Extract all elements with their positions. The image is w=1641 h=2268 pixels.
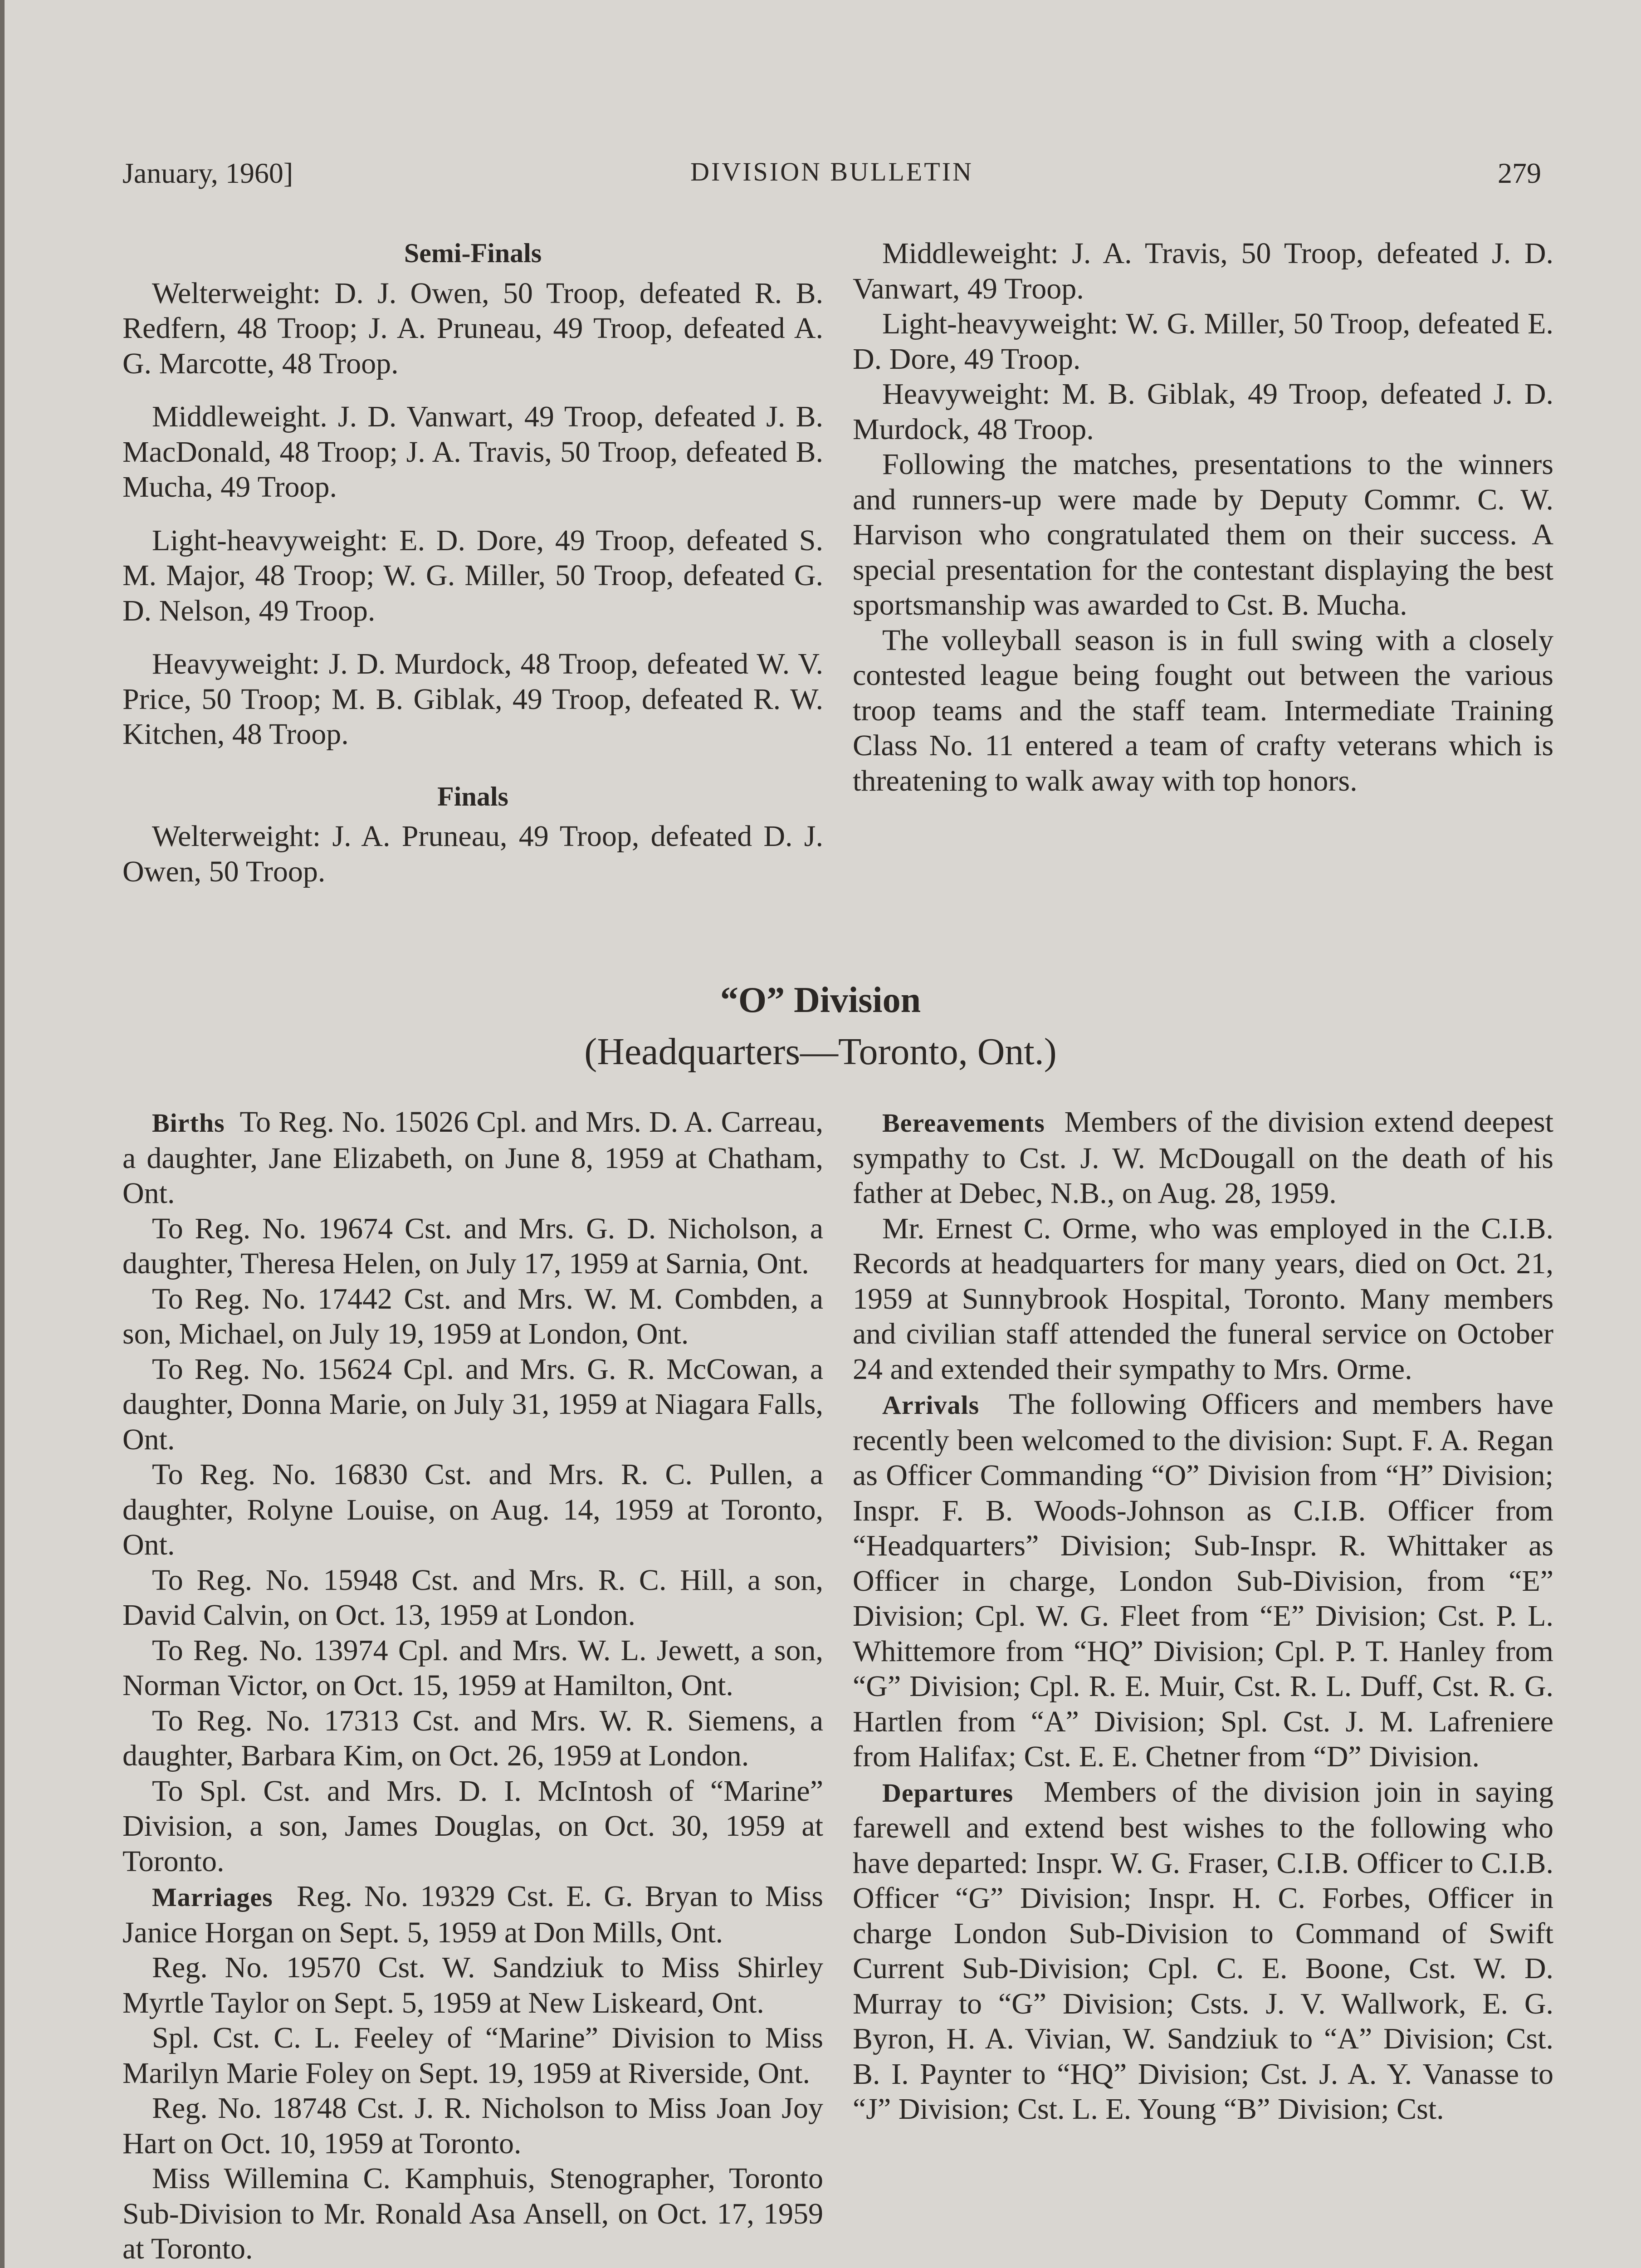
departures-text: Members of the division join in saying farewell and extend best wishes to the following who have departed: Inspr. W. G. Fraser, C.I.B. Officer to C.I.B. Officer “G” Division; Inspr. H. C. Forbes, Officer in charge London Sub-Division to Command of Swift Current Sub-Division; Cpl. C. E. Boone, Cst. W. D. Murray to “G” Division; Csts. J. V. Wallwork, E. G. Byron, H. A. Vivian, W. Sandziuk to “A” Division; Cst. B. I. Paynter to “HQ” Division; Cst. J. A. Y. Vanasse to “J” Division; Cst. L. E. Young “B” Division; Cst. [853, 1775, 1553, 2126]
paragraph: Welterweight: D. J. Owen, 50 Troop, defeated R. B. Redfern, 48 Troop; J. A. Pruneau, 49 Troop, defeated A. G. Marcotte, 48 Troop. [122, 276, 823, 380]
bereavements-paragraph [853, 1105, 1553, 1211]
bereavements-text: Members of the division extend deepest sympathy to Cst. J. W. McDougall on the death of his father at Debec, N.B., on Aug. 28, 1959. [853, 1105, 1554, 1210]
paragraph: Middleweight: J. A. Travis, 50 Troop, defeated J. D. Vanwart, 49 Troop. [853, 237, 1553, 305]
paragraph: Heavyweight: J. D. Murdock, 48 Troop, defeated W. V. Price, 50 Troop; M. B. Giblak, 49 Troop, defeated R. W. Kitchen, 48 Troop. [122, 647, 823, 751]
column-bottom-left [122, 1105, 823, 2267]
marriages-paragraph [122, 1879, 823, 1950]
paragraph: Miss Willemina C. Kamphuis, Stenographer, Toronto Sub-Division to Mr. Ronald Asa Ansell, on Oct. 17, 1959 at Toronto. [122, 2162, 823, 2265]
paragraph: Middleweight. J. D. Vanwart, 49 Troop, defeated J. B. MacDonald, 48 Troop; J. A. Travis, 50 Troop, defeated B. Mucha, 49 Troop. [122, 400, 823, 503]
division-subtitle: (Headquarters—Toronto, Ont.) [584, 1031, 1057, 1073]
marriages-text: Reg. No. 19329 Cst. E. G. Bryan to Miss Janice Horgan on Sept. 5, 1959 at Don Mills, Ont. [122, 1880, 823, 1949]
births-lead: Births [152, 1108, 225, 1138]
page-header [122, 156, 1541, 193]
paragraph: Light-heavyweight: W. G. Miller, 50 Troop, defeated E. D. Dore, 49 Troop. [853, 307, 1553, 376]
paragraph: Following the matches, presentations to the winners and runners-up were made by Deputy Commr. C. W. Harvison who congratulated them on their success. A special presentation for the contestant displaying the best sportsmanship was awarded to Cst. B. Mucha. [853, 448, 1553, 621]
column-top-left [122, 236, 823, 889]
finals-heading: Finals [437, 781, 508, 811]
bereavements-lead: Bereavements [882, 1108, 1045, 1138]
departures-lead: Departures [882, 1778, 1014, 1808]
paragraph: To Reg. No. 15624 Cpl. and Mrs. G. R. McCowan, a daughter, Donna Marie, on July 31, 1959 at Niagara Falls, Ont. [122, 1352, 823, 1456]
paragraph: To Spl. Cst. and Mrs. D. I. McIntosh of “Marine” Division, a son, James Douglas, on Oct. 30, 1959 at Toronto. [122, 1774, 823, 1878]
column-top-right [853, 236, 1553, 798]
paragraph: Heavyweight: M. B. Giblak, 49 Troop, defeated J. D. Murdock, 48 Troop. [853, 377, 1553, 446]
paragraph: Welterweight: J. A. Pruneau, 49 Troop, defeated D. J. Owen, 50 Troop. [122, 820, 823, 888]
births-text: To Reg. No. 15026 Cpl. and Mrs. D. A. Carreau, a daughter, Jane Elizabeth, on June 8, 1959 at Chatham, Ont. [122, 1105, 823, 1210]
header-date: January, 1960] [122, 157, 293, 189]
paragraph: Light-heavyweight: E. D. Dore, 49 Troop, defeated S. M. Major, 48 Troop; W. G. Miller, 50 Troop, defeated G. D. Nelson, 49 Troop. [122, 523, 823, 627]
paragraph: To Reg. No. 15948 Cst. and Mrs. R. C. Hill, a son, David Calvin, on Oct. 13, 1959 at London. [122, 1563, 823, 1632]
departures-paragraph [853, 1774, 1553, 2127]
header-title: DIVISION BULLETIN [690, 157, 973, 186]
paragraph: Mr. Ernest C. Orme, who was employed in the C.I.B. Records at headquarters for many years, died on Oct. 21, 1959 at Sunnybrook Hospital, Toronto. Many members and civilian staff attended the funeral service on October 24 and extended their sympathy to Mrs. Orme. [853, 1212, 1553, 1386]
column-bottom-right [853, 1105, 1553, 2127]
paragraph: To Reg. No. 17442 Cst. and Mrs. W. M. Combden, a son, Michael, on July 19, 1959 at London, Ont. [122, 1282, 823, 1350]
marriages-lead: Marriages [152, 1882, 273, 1912]
paragraph: Reg. No. 18748 Cst. J. R. Nicholson to Miss Joan Joy Hart on Oct. 10, 1959 at Toronto. [122, 2092, 823, 2160]
paragraph: To Reg. No. 13974 Cpl. and Mrs. W. L. Jewett, a son, Norman Victor, on Oct. 15, 1959 at Hamilton, Ont. [122, 1633, 823, 1702]
paragraph: To Reg. No. 17313 Cst. and Mrs. W. R. Siemens, a daughter, Barbara Kim, on Oct. 26, 1959 at London. [122, 1704, 823, 1772]
paragraph: To Reg. No. 16830 Cst. and Mrs. R. C. Pullen, a daughter, Rolyne Louise, on Aug. 14, 1959 at Toronto, Ont. [122, 1458, 823, 1561]
paragraph: To Reg. No. 19674 Cst. and Mrs. G. D. Nicholson, a daughter, Theresa Helen, on July 17, 1959 at Sarnia, Ont. [122, 1212, 823, 1280]
page-edge [0, 0, 5, 2268]
page-number: 279 [1498, 157, 1541, 189]
arrivals-text: The following Officers and members have recently been welcomed to the division: Supt. F. A. Regan as Officer Commanding “O” Division from “H” Division; Inspr. F. B. Woods-Johnson as C.I.B. Officer from “Headquarters” Division; Sub-Inspr. R. Whittaker as Officer in charge, London Sub-Division, from “E” Division; Cpl. W. G. Fleet from “E” Division; Cst. P. L. Whittemore from “HQ” Division; Cpl. P. T. Hanley from “G” Division; Cpl. R. E. Muir, Cst. R. L. Duff, Cst. R. G. Hartlen from “A” Division; Spl. Cst. J. M. Lafreniere from Halifax; Cst. E. E. Chetner from “D” Division. [853, 1388, 1553, 1773]
arrivals-lead: Arrivals [882, 1390, 980, 1420]
paragraph: Reg. No. 19570 Cst. W. Sandziuk to Miss Shirley Myrtle Taylor on Sept. 5, 1959 at New Liskeard, Ont. [122, 1951, 823, 2019]
paragraph: The volleyball season is in full swing with a closely contested league being fought out between the various troop teams and the staff team. Intermediate Training Class No. 11 entered a team of crafty veterans which is threatening to walk away with top honors. [853, 623, 1553, 797]
paragraph: Spl. Cst. C. L. Feeley of “Marine” Division to Miss Marilyn Marie Foley on Sept. 19, 1959 at Riverside, Ont. [122, 2021, 823, 2090]
division-title: “O” Division [720, 980, 921, 1020]
arrivals-paragraph [853, 1387, 1553, 1774]
births-paragraph [122, 1105, 823, 1211]
semi-finals-heading: Semi-Finals [404, 238, 542, 268]
